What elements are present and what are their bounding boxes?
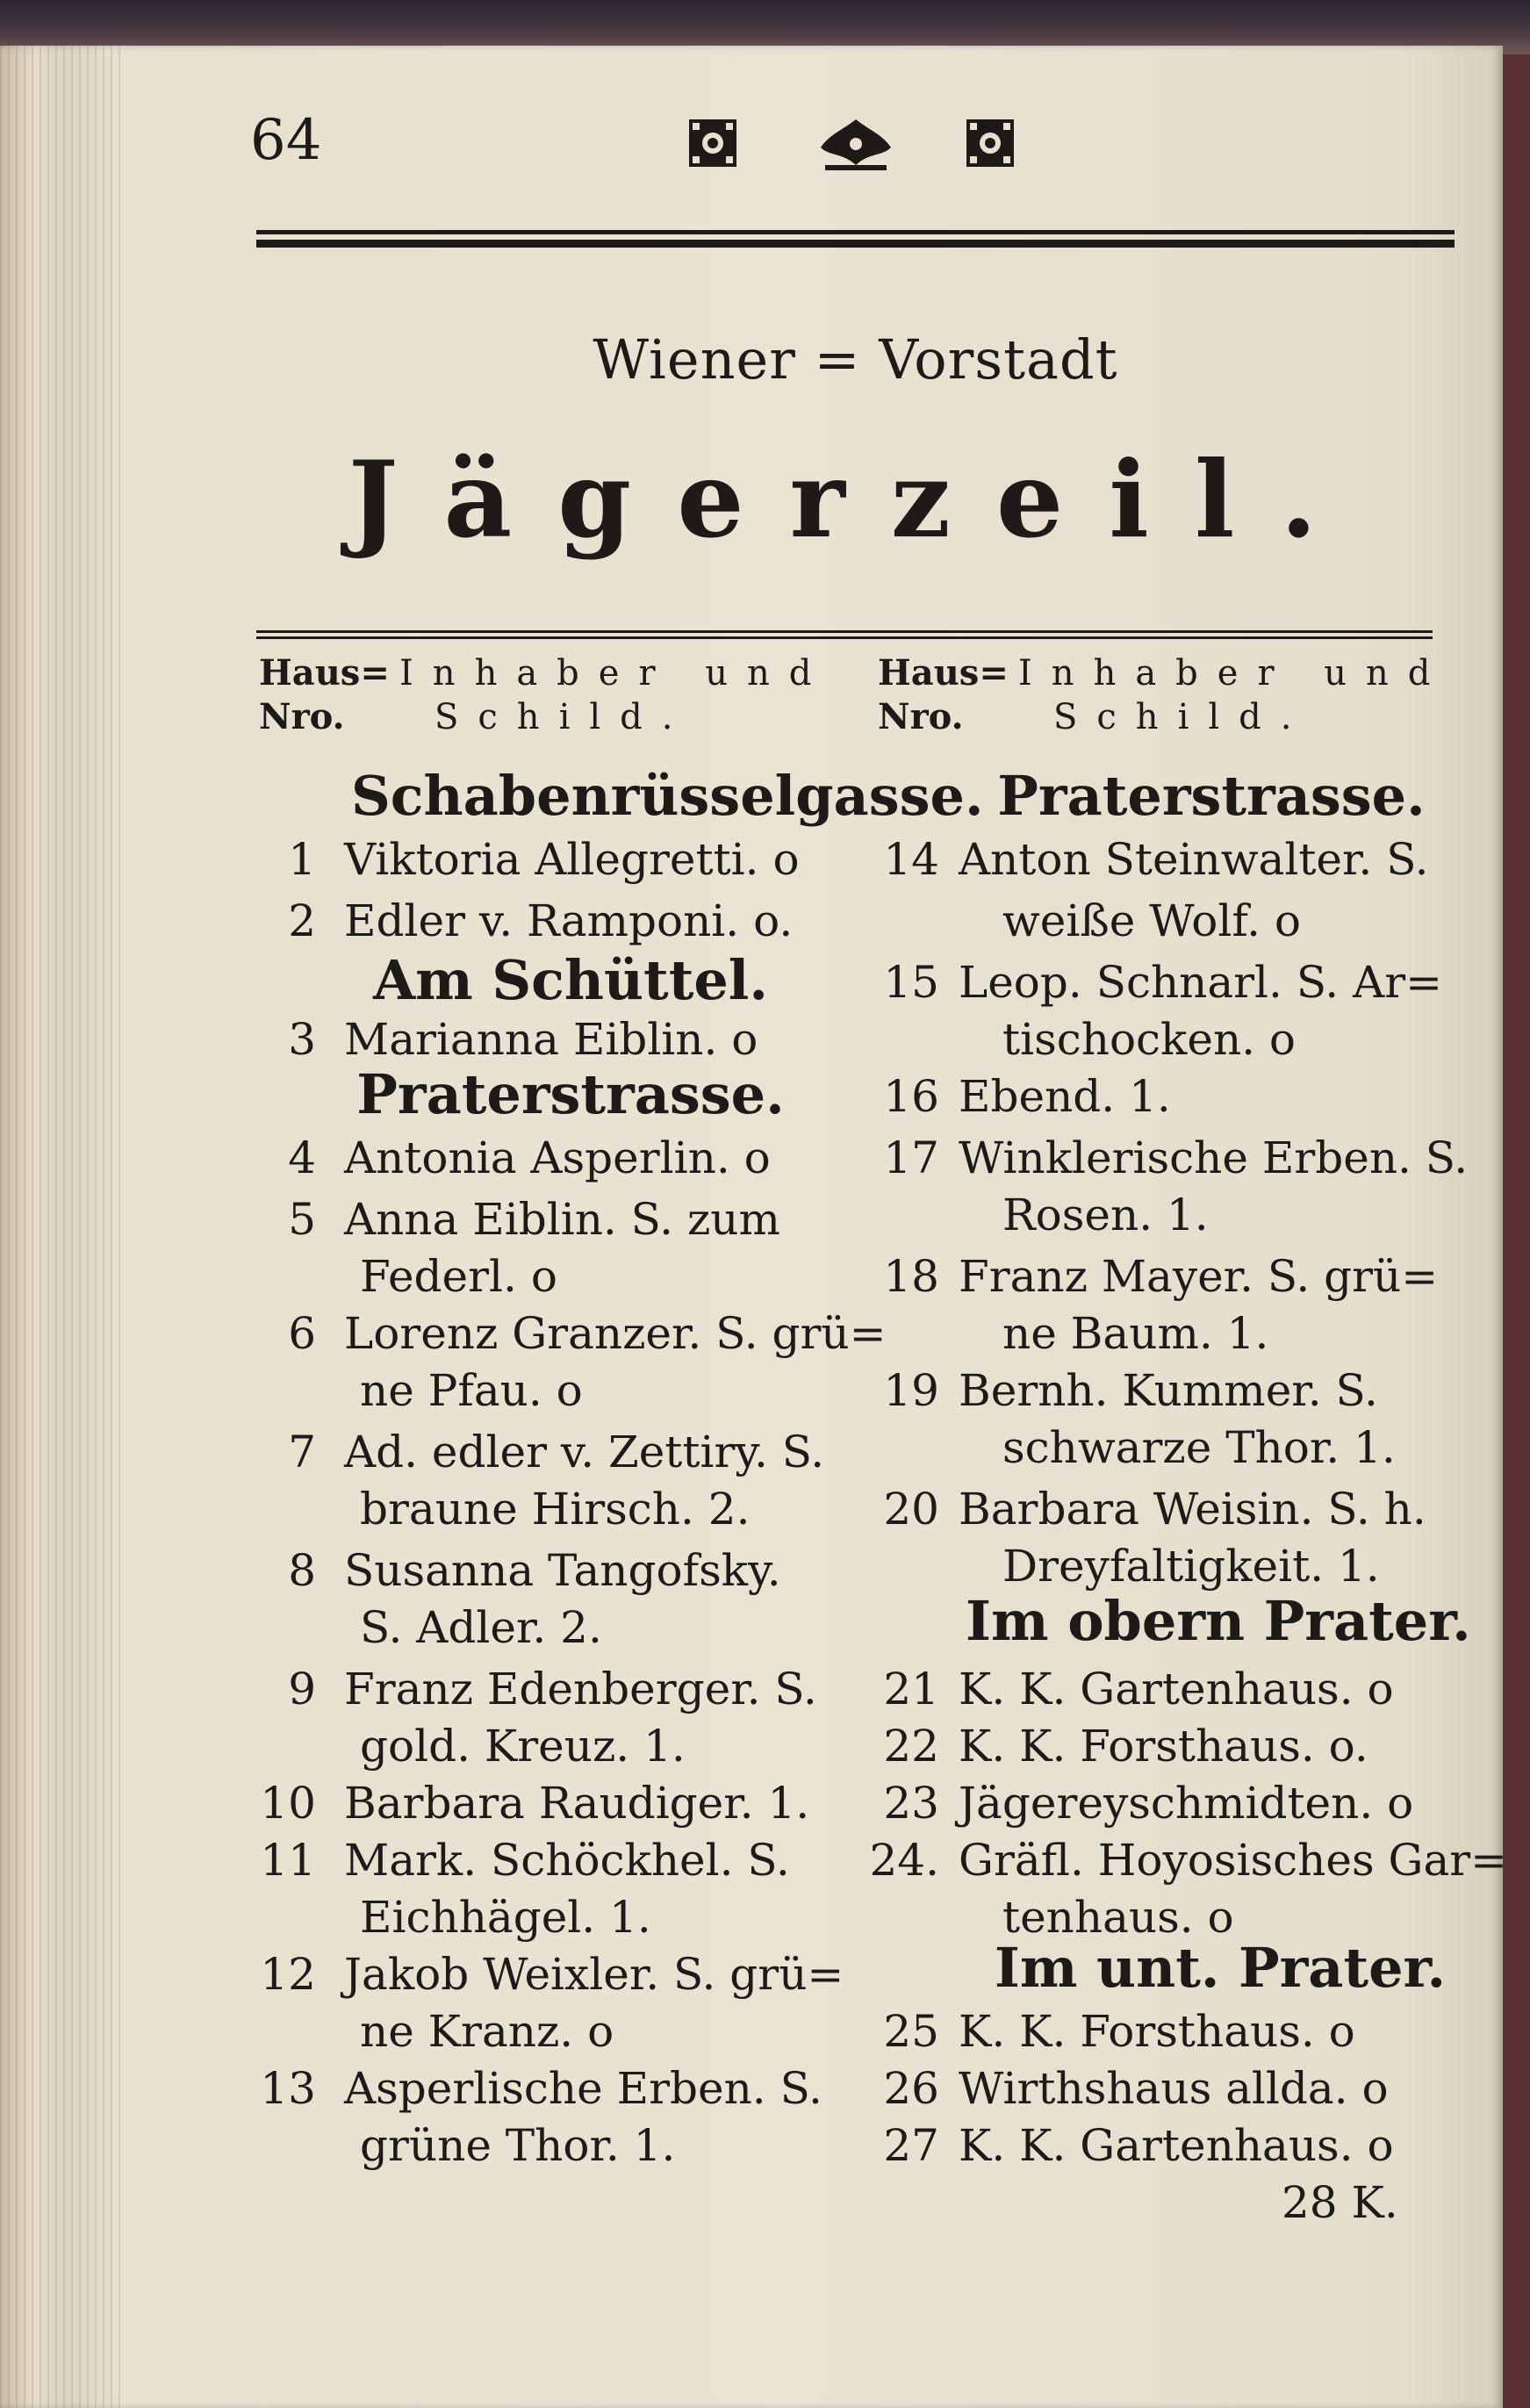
entry-text: Barbara Weisin. S. h. bbox=[959, 1484, 1426, 1535]
house-number: 18 bbox=[883, 1251, 939, 1302]
house-number: 22 bbox=[883, 1721, 939, 1772]
header-owner: Inhaber und bbox=[1018, 653, 1450, 694]
entry-text: Ad. edler v. Zettiry. S. bbox=[344, 1427, 825, 1477]
entry-text: Leop. Schnarl. S. Ar= bbox=[959, 957, 1443, 1008]
entry-text: S. Adler. 2. bbox=[360, 1602, 602, 1653]
entry-text: Jakob Weixler. S. grü= bbox=[344, 1949, 844, 2000]
entry-text: K. K. Gartenhaus. o bbox=[959, 1664, 1394, 1714]
entry-text: schwarze Thor. 1. bbox=[1002, 1422, 1396, 1473]
entry-text: Franz Edenberger. S. bbox=[344, 1664, 817, 1714]
entry-text: Franz Mayer. S. grü= bbox=[959, 1251, 1439, 1302]
street-heading: Am Schüttel. bbox=[373, 948, 768, 1012]
entry-text: Edler v. Ramponi. o. bbox=[344, 895, 794, 946]
entry-text: Asperlische Erben. S. bbox=[344, 2063, 822, 2114]
entry-text: Mark. Schöckhel. S. bbox=[344, 1835, 790, 1886]
house-number: 16 bbox=[883, 1071, 939, 1122]
house-number: 1 bbox=[288, 834, 316, 885]
header-owner: Inhaber und bbox=[399, 653, 831, 694]
house-number: 5 bbox=[288, 1194, 316, 1245]
subtitle: Wiener = Vorstadt bbox=[593, 327, 1118, 392]
house-number: 14 bbox=[883, 834, 939, 885]
entry-text: Anna Eiblin. S. zum bbox=[344, 1194, 780, 1245]
entry-text: Susanna Tangofsky. bbox=[344, 1545, 781, 1596]
entry-text: tischocken. o bbox=[1002, 1014, 1297, 1065]
entry-text: tenhaus. o bbox=[1002, 1892, 1234, 1943]
entry-text: Barbara Raudiger. 1. bbox=[344, 1778, 810, 1829]
entry-text: Ebend. 1. bbox=[959, 1071, 1171, 1122]
house-number: 12 bbox=[260, 1949, 316, 2000]
header-sign: Schild. bbox=[1053, 697, 1311, 737]
entry-text: ne Baum. 1. bbox=[1002, 1308, 1269, 1359]
house-number: 10 bbox=[260, 1778, 316, 1829]
entry-text: ne Pfau. o bbox=[360, 1365, 583, 1416]
entry-text: Eichhägel. 1. bbox=[360, 1892, 651, 1943]
house-number: 8 bbox=[288, 1545, 316, 1596]
entry-text: gold. Kreuz. 1. bbox=[360, 1721, 686, 1772]
street-heading: Praterstrasse. bbox=[997, 764, 1426, 828]
house-number: 17 bbox=[883, 1132, 939, 1183]
catchword: 28 K. bbox=[1282, 2177, 1398, 2228]
page-edges bbox=[0, 46, 123, 2408]
house-number: 19 bbox=[883, 1365, 939, 1416]
entry-text: K. K. Forsthaus. o. bbox=[959, 1721, 1368, 1772]
page-title: Jägerzeil. bbox=[348, 438, 1363, 562]
header-sign: Schild. bbox=[435, 697, 693, 737]
entry-text: K. K. Gartenhaus. o bbox=[959, 2120, 1394, 2171]
entry-text: Wirthshaus allda. o bbox=[959, 2063, 1389, 2114]
entry-text: Winklerische Erben. S. bbox=[959, 1132, 1469, 1183]
house-number: 3 bbox=[288, 1014, 316, 1065]
house-number: 11 bbox=[260, 1835, 316, 1886]
entry-text: Dreyfaltigkeit. 1. bbox=[1002, 1541, 1380, 1592]
street-heading: Im obern Prater. bbox=[966, 1589, 1471, 1653]
entry-text: Lorenz Granzer. S. grü= bbox=[344, 1308, 887, 1359]
header-house-number: Haus= Nro. bbox=[878, 652, 1009, 737]
entry-text: ne Kranz. o bbox=[360, 2006, 614, 2057]
entry-text: Gräfl. Hoyosisches Gar= bbox=[959, 1835, 1508, 1886]
house-number: 25 bbox=[883, 2006, 939, 2057]
house-number: 2 bbox=[288, 895, 316, 946]
entry-text: Jägereyschmidten. o bbox=[959, 1778, 1414, 1829]
entry-text: K. K. Forsthaus. o bbox=[959, 2006, 1355, 2057]
house-number: 23 bbox=[883, 1778, 939, 1829]
right-column bbox=[869, 0, 1508, 2408]
street-heading: Im unt. Prater. bbox=[994, 1936, 1447, 2000]
house-number: 20 bbox=[883, 1484, 939, 1535]
entry-text: Bernh. Kummer. S. bbox=[959, 1365, 1378, 1416]
house-number: 21 bbox=[883, 1664, 939, 1714]
house-number: 7 bbox=[288, 1427, 316, 1477]
house-number: 4 bbox=[288, 1132, 316, 1183]
entry-text: braune Hirsch. 2. bbox=[360, 1484, 751, 1535]
street-heading: Schabenrüsselgasse. bbox=[351, 764, 984, 828]
house-number: 6 bbox=[288, 1308, 316, 1359]
entry-text: Anton Steinwalter. S. bbox=[959, 834, 1429, 885]
entry-text: Antonia Asperlin. o bbox=[344, 1132, 771, 1183]
entry-text: Viktoria Allegretti. o bbox=[344, 834, 800, 885]
street-heading: Praterstrasse. bbox=[356, 1062, 785, 1126]
header-house-number: Haus= Nro. bbox=[259, 652, 390, 737]
house-number: 27 bbox=[883, 2120, 939, 2171]
entry-text: grüne Thor. 1. bbox=[360, 2120, 676, 2171]
entry-text: Marianna Eiblin. o bbox=[344, 1014, 758, 1065]
house-number: 26 bbox=[883, 2063, 939, 2114]
house-number: 9 bbox=[288, 1664, 316, 1714]
entry-text: Rosen. 1. bbox=[1002, 1190, 1209, 1240]
entry-text: weiße Wolf. o bbox=[1002, 895, 1301, 946]
entry-text: Federl. o bbox=[360, 1251, 557, 1302]
house-number: 24. bbox=[869, 1835, 939, 1886]
house-number: 13 bbox=[260, 2063, 316, 2114]
page-number: 64 bbox=[250, 108, 322, 173]
house-number: 15 bbox=[883, 957, 939, 1008]
